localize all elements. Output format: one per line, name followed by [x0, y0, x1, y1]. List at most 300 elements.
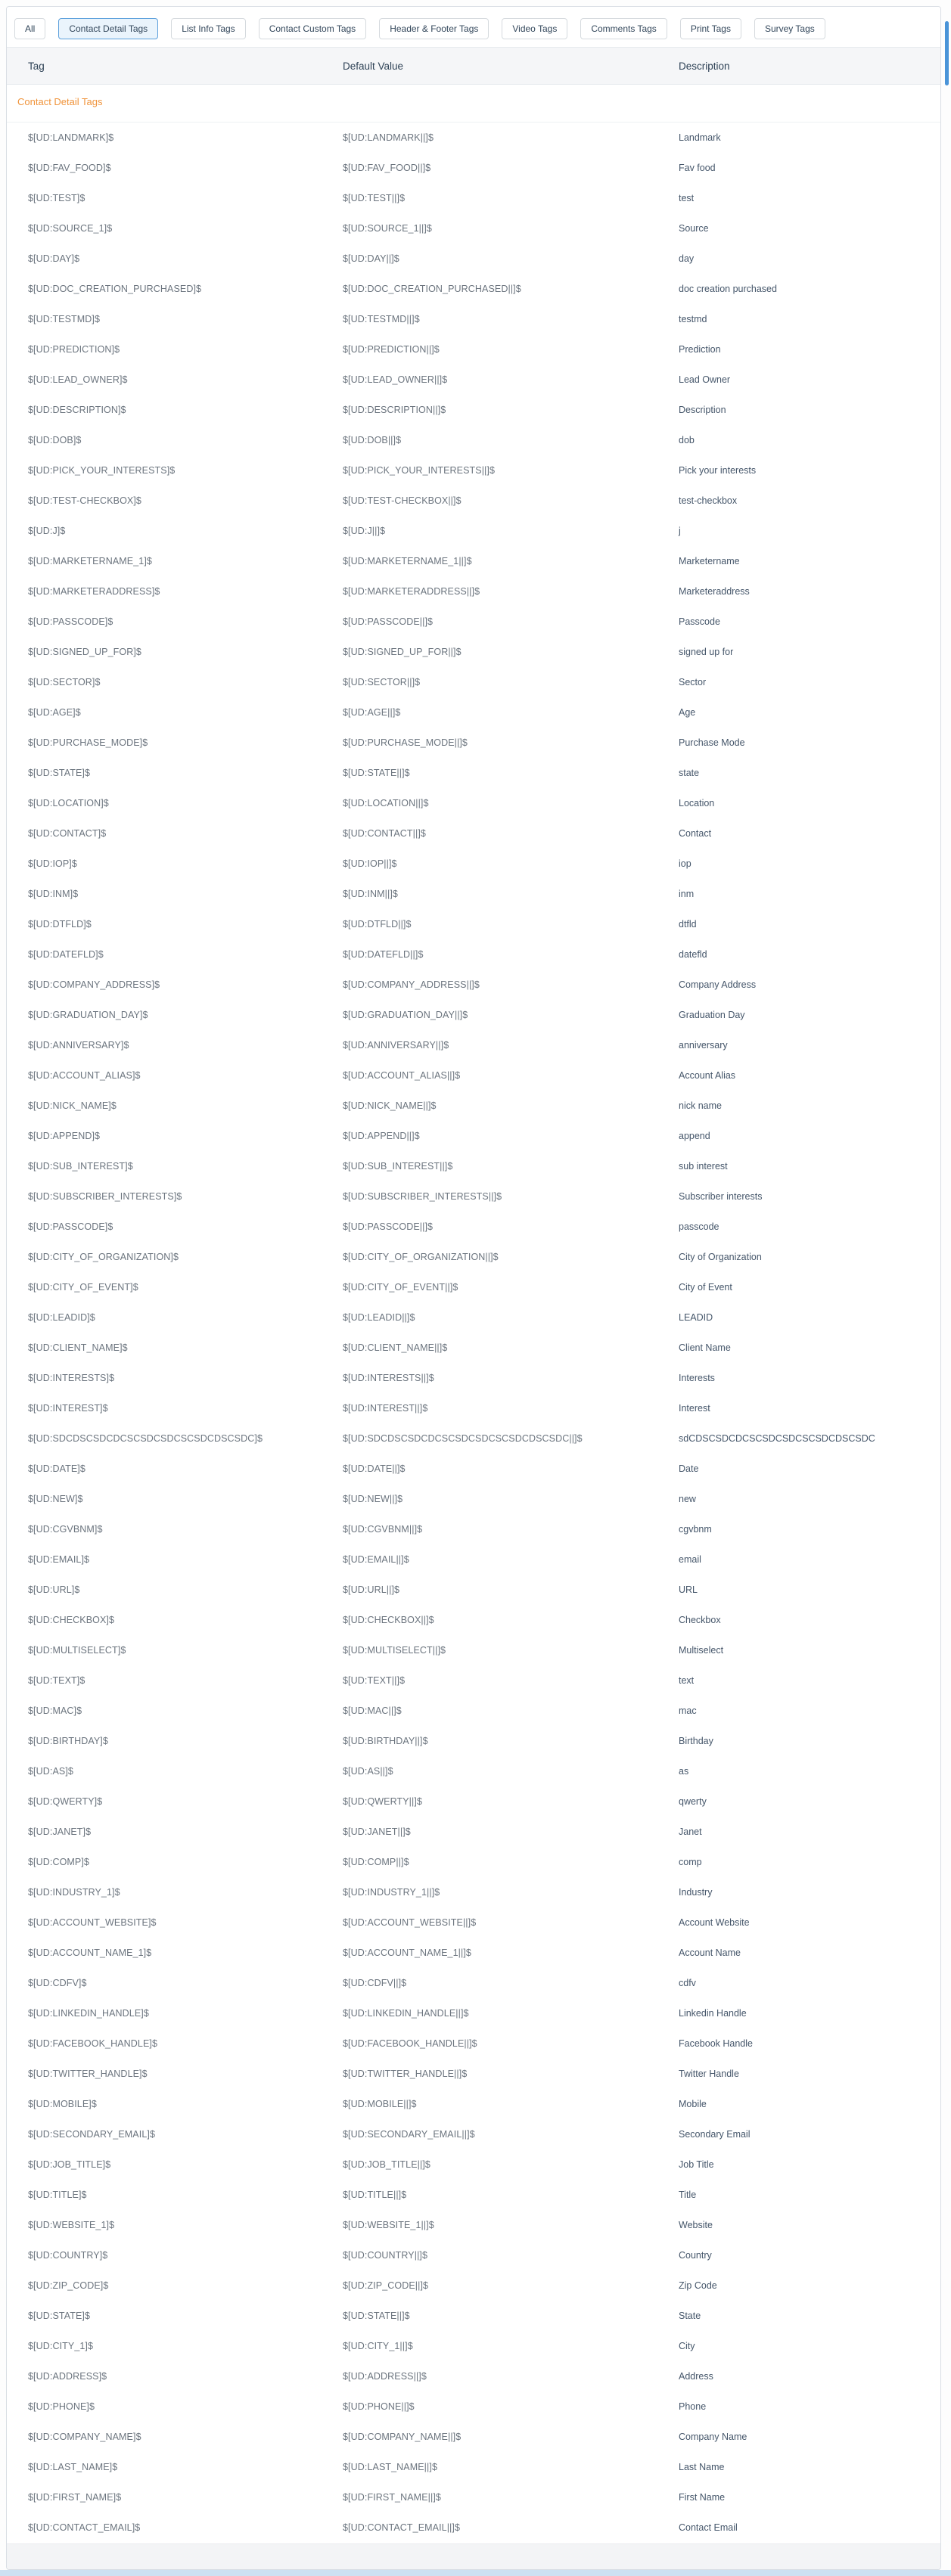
default-value-cell: $[UD:MAC||]$: [343, 1705, 402, 1716]
description-cell: Mobile: [679, 2099, 707, 2109]
tag-cell: $[UD:SECONDARY_EMAIL]$: [28, 2129, 155, 2140]
description-cell: Twitter Handle: [679, 2069, 739, 2079]
description-cell: signed up for: [679, 647, 734, 657]
table-row[interactable]: [7, 183, 940, 213]
default-value-cell: $[UD:CONTACT_EMAIL||]$: [343, 2522, 461, 2533]
table-row[interactable]: [7, 849, 940, 879]
table-row[interactable]: [7, 1030, 940, 1060]
description-cell: Checkbox: [679, 1615, 721, 1625]
tag-cell: $[UD:INDUSTRY_1]$: [28, 1887, 120, 1898]
tag-cell: $[UD:LINKEDIN_HANDLE]$: [28, 2008, 149, 2019]
table-row[interactable]: [7, 1484, 940, 1514]
default-value-cell: $[UD:PASSCODE||]$: [343, 1221, 434, 1232]
default-value-cell: $[UD:TITLE||]$: [343, 2190, 407, 2200]
default-value-cell: $[UD:TWITTER_HANDLE||]$: [343, 2069, 468, 2079]
default-value-cell: $[UD:SUB_INTEREST||]$: [343, 1161, 453, 1172]
tag-cell: $[UD:STATE]$: [28, 768, 91, 778]
description-cell: Job Title: [679, 2159, 714, 2170]
default-value-cell: $[UD:LEADID||]$: [343, 1312, 415, 1323]
default-value-cell: $[UD:MARKETERNAME_1||]$: [343, 556, 472, 566]
default-value-cell: $[UD:DATE||]$: [343, 1463, 406, 1474]
vertical-scrollbar-thumb[interactable]: [945, 21, 949, 85]
default-value-cell: $[UD:EMAIL||]$: [343, 1554, 409, 1565]
default-value-cell: $[UD:AS||]$: [343, 1766, 393, 1777]
table-row[interactable]: [7, 2512, 940, 2543]
description-cell: Account Alias: [679, 1070, 736, 1081]
default-value-cell: $[UD:DESCRIPTION||]$: [343, 405, 446, 415]
default-value-cell: $[UD:DTFLD||]$: [343, 919, 412, 930]
tag-cell: $[UD:CITY_OF_EVENT]$: [28, 1282, 138, 1293]
default-value-cell: $[UD:JANET||]$: [343, 1826, 411, 1837]
default-value-cell: $[UD:PASSCODE||]$: [343, 616, 434, 627]
column-header-tag: Tag: [28, 60, 45, 72]
table-row[interactable]: [7, 334, 940, 365]
table-row[interactable]: [7, 1272, 940, 1302]
description-cell: Subscriber interests: [679, 1191, 763, 1202]
tag-cell: $[UD:CHECKBOX]$: [28, 1615, 115, 1625]
tag-table-body: [7, 123, 940, 2543]
horizontal-scrollbar[interactable]: [0, 2570, 951, 2576]
description-cell: cdfv: [679, 1978, 696, 1988]
default-value-cell: $[UD:ACCOUNT_ALIAS||]$: [343, 1070, 461, 1081]
default-value-cell: $[UD:SIGNED_UP_FOR||]$: [343, 647, 462, 657]
tag-cell: $[UD:SIGNED_UP_FOR]$: [28, 647, 141, 657]
tag-cell: $[UD:INTERESTS]$: [28, 1373, 115, 1383]
default-value-cell: $[UD:DATEFLD||]$: [343, 949, 424, 960]
tag-cell: $[UD:CONTACT_EMAIL]$: [28, 2522, 141, 2533]
table-row[interactable]: [7, 1121, 940, 1151]
table-row[interactable]: [7, 1877, 940, 1907]
table-row[interactable]: [7, 2059, 940, 2089]
description-cell: Lead Owner: [679, 374, 731, 385]
table-row[interactable]: [7, 274, 940, 304]
default-value-cell: $[UD:INDUSTRY_1||]$: [343, 1887, 440, 1898]
default-value-cell: $[UD:MARKETERADDRESS||]$: [343, 586, 480, 597]
default-value-cell: $[UD:LINKEDIN_HANDLE||]$: [343, 2008, 469, 2019]
tag-cell: $[UD:CITY_1]$: [28, 2341, 94, 2351]
default-value-cell: $[UD:JOB_TITLE||]$: [343, 2159, 430, 2170]
default-value-cell: $[UD:PICK_YOUR_INTERESTS||]$: [343, 465, 496, 476]
table-row[interactable]: [7, 123, 940, 153]
default-value-cell: $[UD:COMPANY_ADDRESS||]$: [343, 979, 480, 990]
tag-cell: $[UD:INM]$: [28, 889, 79, 899]
table-row[interactable]: [7, 2270, 940, 2301]
tag-cell: $[UD:COUNTRY]$: [28, 2250, 108, 2261]
table-row[interactable]: [7, 970, 940, 1000]
tag-cell: $[UD:SOURCE_1]$: [28, 223, 113, 234]
table-row[interactable]: [7, 1423, 940, 1454]
description-cell: Marketername: [679, 556, 740, 566]
default-value-cell: $[UD:ZIP_CODE||]$: [343, 2280, 429, 2291]
table-row[interactable]: [7, 1060, 940, 1091]
table-row[interactable]: [7, 2301, 940, 2331]
default-value-cell: $[UD:FACEBOOK_HANDLE||]$: [343, 2038, 477, 2049]
description-cell: test-checkbox: [679, 495, 738, 506]
default-value-cell: $[UD:CDFV||]$: [343, 1978, 407, 1988]
tag-cell: $[UD:DOC_CREATION_PURCHASED]$: [28, 284, 202, 294]
table-row[interactable]: [7, 788, 940, 818]
description-cell: text: [679, 1675, 695, 1686]
tab-all[interactable]: All: [14, 18, 45, 39]
description-cell: Contact Email: [679, 2522, 738, 2533]
tag-cell: $[UD:APPEND]$: [28, 1131, 101, 1141]
description-cell: datefld: [679, 949, 707, 960]
description-cell: state: [679, 768, 700, 778]
default-value-cell: $[UD:PHONE||]$: [343, 2401, 415, 2412]
description-cell: Secondary Email: [679, 2129, 751, 2140]
table-row[interactable]: [7, 909, 940, 939]
tag-cell: $[UD:MAC]$: [28, 1705, 82, 1716]
table-row[interactable]: [7, 1635, 940, 1665]
table-row[interactable]: [7, 516, 940, 546]
description-cell: City of Organization: [679, 1252, 762, 1262]
table-row[interactable]: [7, 2119, 940, 2149]
tag-cell: $[UD:NEW]$: [28, 1494, 83, 1504]
tag-cell: $[UD:FACEBOOK_HANDLE]$: [28, 2038, 158, 2049]
description-cell: Title: [679, 2190, 697, 2200]
table-row[interactable]: [7, 2452, 940, 2482]
default-value-cell: $[UD:NEW||]$: [343, 1494, 403, 1504]
description-cell: Date: [679, 1463, 699, 1474]
description-cell: Last Name: [679, 2462, 725, 2472]
tab-contact-custom-tags[interactable]: Contact Custom Tags: [259, 18, 367, 39]
table-row[interactable]: [7, 425, 940, 455]
table-row[interactable]: [7, 304, 940, 334]
default-value-cell: $[UD:WEBSITE_1||]$: [343, 2220, 434, 2230]
column-header-description: Description: [679, 60, 730, 72]
description-cell: Address: [679, 2371, 713, 2382]
tag-cell: $[UD:MARKETERNAME_1]$: [28, 556, 152, 566]
default-value-cell: $[UD:AGE||]$: [343, 707, 401, 718]
default-value-cell: $[UD:TEST||]$: [343, 193, 406, 203]
table-row[interactable]: [7, 1847, 940, 1877]
default-value-cell: $[UD:APPEND||]$: [343, 1131, 420, 1141]
default-value-cell: $[UD:INM||]$: [343, 889, 398, 899]
tag-cell: $[UD:FAV_FOOD]$: [28, 163, 111, 173]
tag-cell: $[UD:ADDRESS]$: [28, 2371, 107, 2382]
tag-cell: $[UD:INTEREST]$: [28, 1403, 108, 1414]
table-row[interactable]: [7, 1605, 940, 1635]
table-row[interactable]: [7, 2240, 940, 2270]
table-row[interactable]: [7, 1998, 940, 2028]
tag-cell: $[UD:SDCDSCSDCDCSCSDCSDCSCSDCDSCSDC]$: [28, 1433, 263, 1444]
table-row[interactable]: [7, 1696, 940, 1726]
table-row[interactable]: [7, 607, 940, 637]
table-row[interactable]: [7, 1514, 940, 1544]
table-row[interactable]: [7, 153, 940, 183]
tag-cell: $[UD:WEBSITE_1]$: [28, 2220, 115, 2230]
default-value-cell: $[UD:TEXT||]$: [343, 1675, 406, 1686]
default-value-cell: $[UD:SDCDSCSDCDCSCSDCSDCSCSDCDSCSDC||]$: [343, 1433, 583, 1444]
table-row[interactable]: [7, 1212, 940, 1242]
tag-cell: $[UD:PASSCODE]$: [28, 1221, 113, 1232]
table-row[interactable]: [7, 818, 940, 849]
table-row[interactable]: [7, 1454, 940, 1484]
description-cell: Location: [679, 798, 715, 808]
default-value-cell: $[UD:LAST_NAME||]$: [343, 2462, 437, 2472]
tag-cell: $[UD:SUB_INTEREST]$: [28, 1161, 133, 1172]
tag-cell: $[UD:LOCATION]$: [28, 798, 109, 808]
table-row[interactable]: [7, 1181, 940, 1212]
tag-cell: $[UD:FIRST_NAME]$: [28, 2492, 122, 2503]
table-row[interactable]: [7, 697, 940, 728]
tag-cell: $[UD:EMAIL]$: [28, 1554, 90, 1565]
description-cell: Website: [679, 2220, 713, 2230]
default-value-cell: $[UD:PURCHASE_MODE||]$: [343, 737, 468, 748]
tag-cell: $[UD:DATEFLD]$: [28, 949, 104, 960]
description-cell: Industry: [679, 1887, 713, 1898]
description-cell: iop: [679, 858, 691, 869]
description-cell: Fav food: [679, 163, 716, 173]
description-cell: dtfld: [679, 919, 697, 930]
default-value-cell: $[UD:QWERTY||]$: [343, 1796, 423, 1807]
table-row[interactable]: [7, 2149, 940, 2180]
table-row[interactable]: [7, 2028, 940, 2059]
tag-cell: $[UD:DATE]$: [28, 1463, 85, 1474]
tag-cell: $[UD:URL]$: [28, 1584, 80, 1595]
description-cell: day: [679, 253, 695, 264]
table-row[interactable]: [7, 2422, 940, 2452]
tab-survey-tags[interactable]: Survey Tags: [754, 18, 825, 39]
description-cell: Age: [679, 707, 696, 718]
description-cell: Landmark: [679, 132, 721, 143]
tag-cell: $[UD:ACCOUNT_ALIAS]$: [28, 1070, 141, 1081]
table-row[interactable]: [7, 1363, 940, 1393]
default-value-cell: $[UD:MOBILE||]$: [343, 2099, 417, 2109]
tab-video-tags[interactable]: Video Tags: [502, 18, 567, 39]
tag-cell: $[UD:ACCOUNT_NAME_1]$: [28, 1948, 152, 1958]
table-row[interactable]: [7, 1575, 940, 1605]
tab-header-footer-tags[interactable]: Header & Footer Tags: [379, 18, 489, 39]
table-row[interactable]: [7, 213, 940, 244]
default-value-cell: $[UD:STATE||]$: [343, 2311, 410, 2321]
table-row[interactable]: [7, 546, 940, 576]
default-value-cell: $[UD:DOB||]$: [343, 435, 402, 445]
description-cell: doc creation purchased: [679, 284, 777, 294]
table-row[interactable]: [7, 455, 940, 486]
tag-cell: $[UD:ANNIVERSARY]$: [28, 1040, 129, 1051]
tag-category-tabs: [7, 7, 940, 47]
tag-cell: $[UD:TWITTER_HANDLE]$: [28, 2069, 148, 2079]
table-row[interactable]: [7, 1938, 940, 1968]
default-value-cell: $[UD:DOC_CREATION_PURCHASED||]$: [343, 284, 521, 294]
description-cell: email: [679, 1554, 701, 1565]
default-value-cell: $[UD:INTERESTS||]$: [343, 1373, 434, 1383]
description-cell: Birthday: [679, 1736, 713, 1746]
table-row[interactable]: [7, 2391, 940, 2422]
table-row[interactable]: [7, 1665, 940, 1696]
default-value-cell: $[UD:DAY||]$: [343, 253, 399, 264]
table-row[interactable]: [7, 1302, 940, 1333]
table-row[interactable]: [7, 939, 940, 970]
table-row[interactable]: [7, 2361, 940, 2391]
description-cell: Janet: [679, 1826, 702, 1837]
tag-cell: $[UD:AS]$: [28, 1766, 73, 1777]
table-row[interactable]: [7, 2482, 940, 2512]
tab-contact-detail-tags[interactable]: Contact Detail Tags: [58, 18, 158, 39]
tag-cell: $[UD:PHONE]$: [28, 2401, 95, 2412]
table-row[interactable]: [7, 758, 940, 788]
table-row[interactable]: [7, 2089, 940, 2119]
description-cell: LEADID: [679, 1312, 713, 1323]
description-cell: qwerty: [679, 1796, 707, 1807]
default-value-cell: $[UD:COMPANY_NAME||]$: [343, 2432, 462, 2442]
tag-cell: $[UD:TEST-CHECKBOX]$: [28, 495, 141, 506]
default-value-cell: $[UD:TESTMD||]$: [343, 314, 420, 324]
description-cell: append: [679, 1131, 710, 1141]
tag-cell: $[UD:CITY_OF_ORGANIZATION]$: [28, 1252, 179, 1262]
description-cell: nick name: [679, 1100, 722, 1111]
table-row[interactable]: [7, 637, 940, 667]
tag-cell: $[UD:LEADID]$: [28, 1312, 95, 1323]
description-cell: Pick your interests: [679, 465, 757, 476]
description-cell: Facebook Handle: [679, 2038, 753, 2049]
default-value-cell: $[UD:CITY_OF_EVENT||]$: [343, 1282, 458, 1293]
table-row[interactable]: [7, 2180, 940, 2210]
description-cell: Source: [679, 223, 709, 234]
description-cell: Sector: [679, 677, 707, 687]
tag-cell: $[UD:SECTOR]$: [28, 677, 101, 687]
tag-cell: $[UD:MARKETERADDRESS]$: [28, 586, 160, 597]
default-value-cell: $[UD:SUBSCRIBER_INTERESTS||]$: [343, 1191, 502, 1202]
table-row[interactable]: [7, 2331, 940, 2361]
table-row[interactable]: [7, 1242, 940, 1272]
table-row[interactable]: [7, 728, 940, 758]
description-cell: Interest: [679, 1403, 710, 1414]
tag-cell: $[UD:NICK_NAME]$: [28, 1100, 117, 1111]
description-cell: Contact: [679, 828, 712, 839]
tag-cell: $[UD:BIRTHDAY]$: [28, 1736, 108, 1746]
default-value-cell: $[UD:TEST-CHECKBOX||]$: [343, 495, 462, 506]
default-value-cell: $[UD:SECTOR||]$: [343, 677, 421, 687]
description-cell: First Name: [679, 2492, 726, 2503]
table-row[interactable]: [7, 395, 940, 425]
tag-cell: $[UD:TESTMD]$: [28, 314, 101, 324]
default-value-cell: $[UD:FIRST_NAME||]$: [343, 2492, 441, 2503]
table-row[interactable]: [7, 1968, 940, 1998]
tag-cell: $[UD:PICK_YOUR_INTERESTS]$: [28, 465, 176, 476]
description-cell: Prediction: [679, 344, 721, 355]
description-cell: dob: [679, 435, 695, 445]
table-row[interactable]: [7, 1907, 940, 1938]
table-row[interactable]: [7, 1091, 940, 1121]
description-cell: Client Name: [679, 1342, 731, 1353]
table-row[interactable]: [7, 576, 940, 607]
tab-print-tags[interactable]: Print Tags: [680, 18, 741, 39]
description-cell: Interests: [679, 1373, 715, 1383]
default-value-cell: $[UD:J||]$: [343, 526, 386, 536]
description-cell: sdCDSCSDCDCSCSDCSDCSCSDCDSCSDC: [679, 1433, 875, 1444]
table-row[interactable]: [7, 667, 940, 697]
default-value-cell: $[UD:CGVBNM||]$: [343, 1524, 423, 1535]
default-value-cell: $[UD:FAV_FOOD||]$: [343, 163, 431, 173]
default-value-cell: $[UD:BIRTHDAY||]$: [343, 1736, 428, 1746]
merge-tags-panel: [6, 6, 941, 2570]
tag-cell: $[UD:LAST_NAME]$: [28, 2462, 118, 2472]
description-cell: mac: [679, 1705, 697, 1716]
table-row[interactable]: [7, 244, 940, 274]
default-value-cell: $[UD:URL||]$: [343, 1584, 400, 1595]
table-row[interactable]: [7, 1333, 940, 1363]
tag-cell: $[UD:CONTACT]$: [28, 828, 107, 839]
table-row[interactable]: [7, 1786, 940, 1817]
default-value-cell: $[UD:ACCOUNT_NAME_1||]$: [343, 1948, 471, 1958]
table-row[interactable]: [7, 879, 940, 909]
default-value-cell: $[UD:PREDICTION||]$: [343, 344, 440, 355]
default-value-cell: $[UD:GRADUATION_DAY||]$: [343, 1010, 468, 1020]
tag-cell: $[UD:LEAD_OWNER]$: [28, 374, 128, 385]
table-row[interactable]: [7, 1000, 940, 1030]
description-cell: Company Address: [679, 979, 757, 990]
tab-comments-tags[interactable]: Comments Tags: [580, 18, 667, 39]
tag-cell: $[UD:MULTISELECT]$: [28, 1645, 126, 1656]
description-cell: new: [679, 1494, 696, 1504]
tag-cell: $[UD:CLIENT_NAME]$: [28, 1342, 128, 1353]
tab-list-info-tags[interactable]: List Info Tags: [171, 18, 246, 39]
tag-cell: $[UD:J]$: [28, 526, 66, 536]
tag-cell: $[UD:QWERTY]$: [28, 1796, 103, 1807]
table-row[interactable]: [7, 486, 940, 516]
description-cell: as: [679, 1766, 689, 1777]
table-row[interactable]: [7, 1817, 940, 1847]
section-title: Contact Detail Tags: [17, 96, 103, 107]
default-value-cell: $[UD:NICK_NAME||]$: [343, 1100, 437, 1111]
default-value-cell: $[UD:SECONDARY_EMAIL||]$: [343, 2129, 475, 2140]
tag-cell: $[UD:TEST]$: [28, 193, 85, 203]
default-value-cell: $[UD:ANNIVERSARY||]$: [343, 1040, 449, 1051]
description-cell: Account Name: [679, 1948, 741, 1958]
section-title-row: [7, 85, 940, 123]
table-row[interactable]: [7, 1151, 940, 1181]
tag-cell: $[UD:MOBILE]$: [28, 2099, 97, 2109]
table-row[interactable]: [7, 1756, 940, 1786]
description-cell: City of Event: [679, 1282, 732, 1293]
tag-cell: $[UD:DOB]$: [28, 435, 82, 445]
tag-cell: $[UD:COMP]$: [28, 1857, 89, 1867]
description-cell: Company Name: [679, 2432, 747, 2442]
table-row[interactable]: [7, 365, 940, 395]
description-cell: inm: [679, 889, 695, 899]
tag-cell: $[UD:PURCHASE_MODE]$: [28, 737, 148, 748]
description-cell: Passcode: [679, 616, 720, 627]
table-row[interactable]: [7, 1544, 940, 1575]
description-cell: Country: [679, 2250, 712, 2261]
description-cell: anniversary: [679, 1040, 728, 1051]
tag-cell: $[UD:JOB_TITLE]$: [28, 2159, 111, 2170]
default-value-cell: $[UD:LANDMARK||]$: [343, 132, 434, 143]
default-value-cell: $[UD:ADDRESS||]$: [343, 2371, 427, 2382]
footer-band: [7, 2543, 940, 2569]
description-cell: Graduation Day: [679, 1010, 745, 1020]
tag-cell: $[UD:IOP]$: [28, 858, 77, 869]
column-header-default-value: Default Value: [343, 60, 404, 72]
table-row[interactable]: [7, 1726, 940, 1756]
tag-cell: $[UD:SUBSCRIBER_INTERESTS]$: [28, 1191, 182, 1202]
description-cell: cgvbnm: [679, 1524, 712, 1535]
description-cell: Purchase Mode: [679, 737, 745, 748]
description-cell: Account Website: [679, 1917, 750, 1928]
tag-cell: $[UD:JANET]$: [28, 1826, 92, 1837]
default-value-cell: $[UD:STATE||]$: [343, 768, 410, 778]
tag-cell: $[UD:DTFLD]$: [28, 919, 92, 930]
table-row[interactable]: [7, 1393, 940, 1423]
description-cell: Description: [679, 405, 726, 415]
table-header: [7, 47, 940, 85]
table-row[interactable]: [7, 2210, 940, 2240]
description-cell: Zip Code: [679, 2280, 717, 2291]
description-cell: test: [679, 193, 695, 203]
tag-cell: $[UD:ZIP_CODE]$: [28, 2280, 109, 2291]
